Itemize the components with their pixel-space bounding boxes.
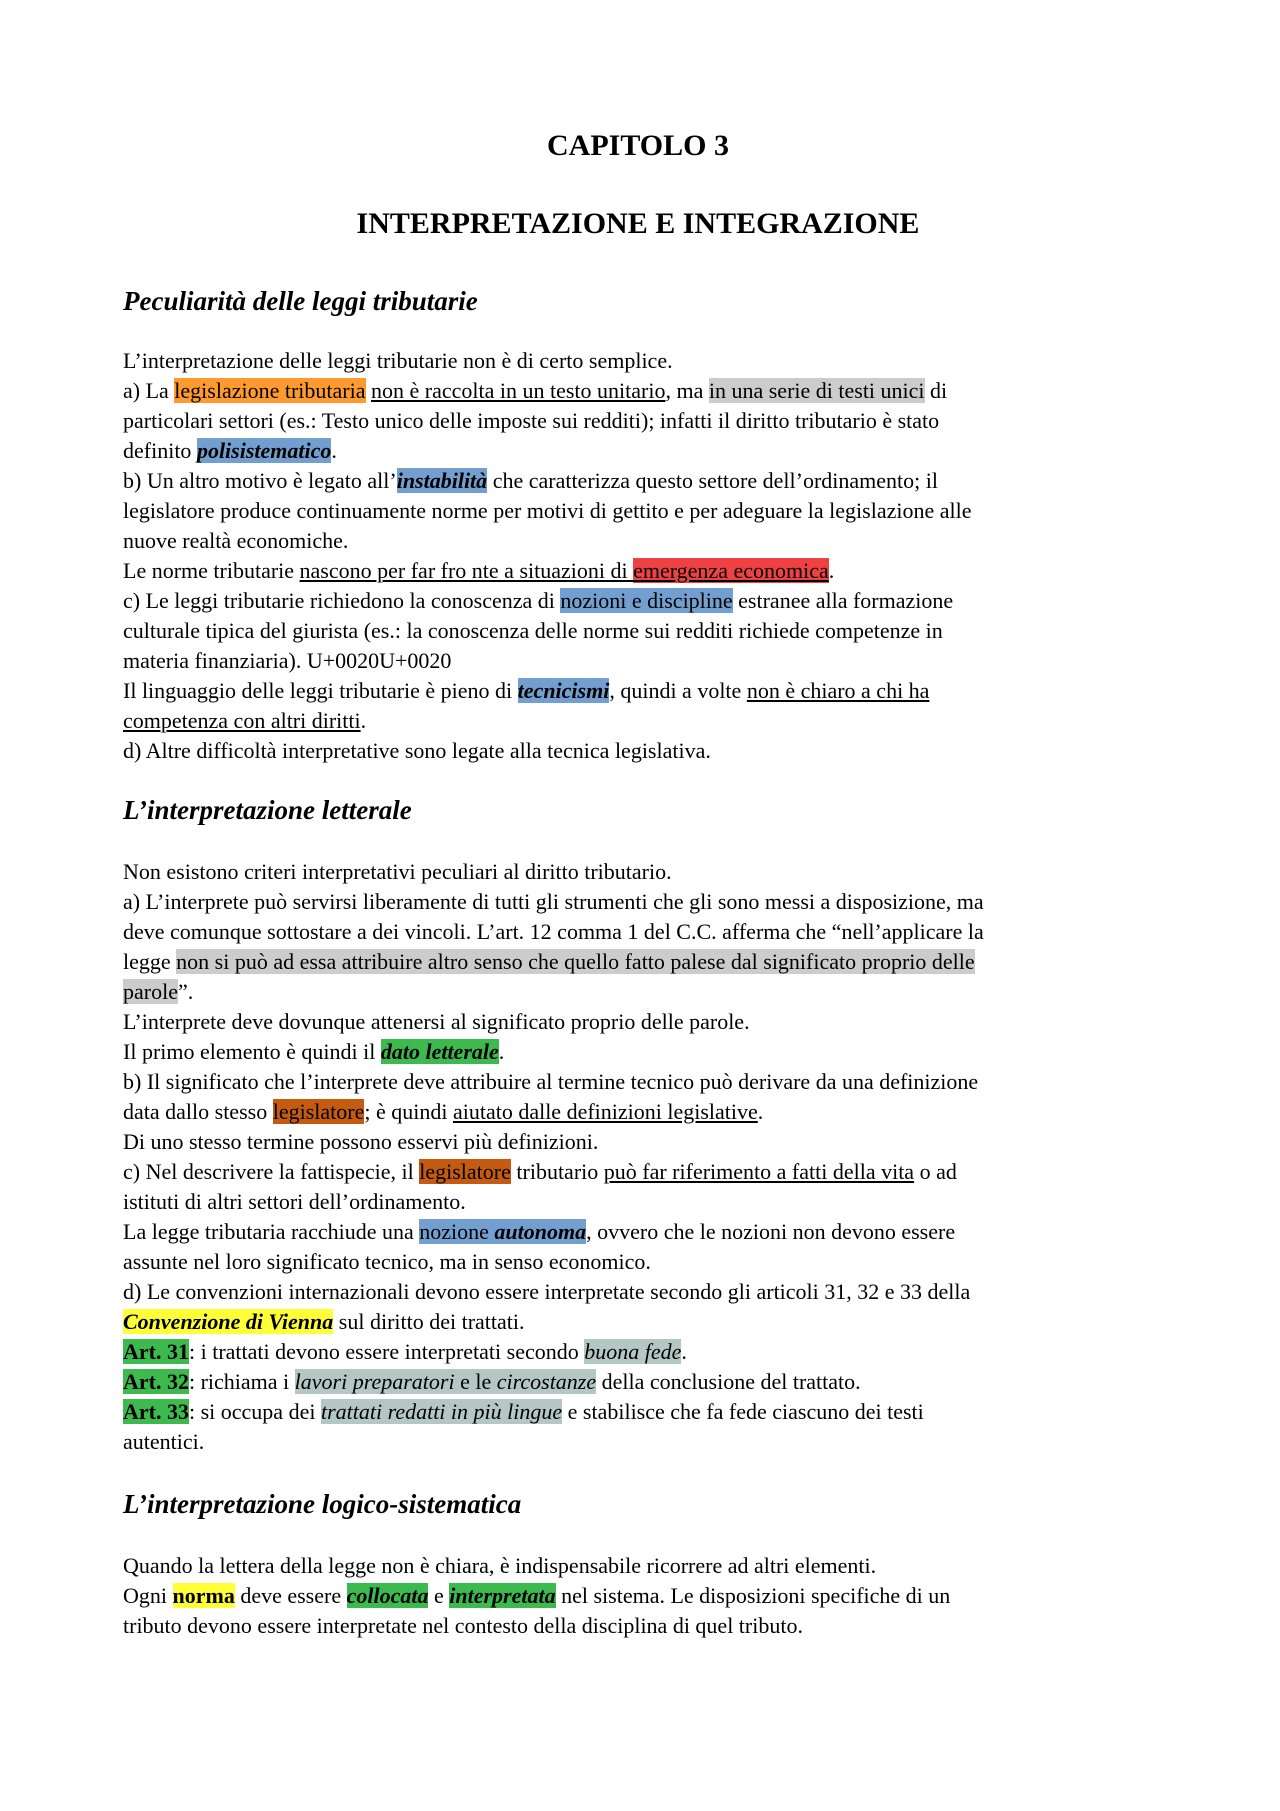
text: e stabilisce che fa fede ciascuno dei testi [562, 1399, 924, 1424]
text: L’interpretazione delle leggi tributarie non è di certo semplice. [123, 348, 673, 373]
highlight-orange: legislazione tributaria [174, 378, 366, 403]
paragraph-line [123, 1157, 1163, 1187]
paragraph-line [123, 977, 1163, 1007]
highlight-blue: autonoma [494, 1219, 587, 1244]
text: Quando la lettera della legge non è chiara, è indispensabile ricorrere ad altri elementi. [123, 1553, 877, 1578]
text: Di uno stesso termine possono esservi più definizioni. [123, 1129, 599, 1154]
chapter-title: INTERPRETAZIONE E INTEGRAZIONE [356, 207, 920, 240]
text: definito [123, 438, 197, 463]
section-title-peculiarita: Peculiarità delle leggi tributarie [123, 286, 478, 316]
text: nel sistema. Le disposizioni specifiche di un [555, 1583, 951, 1608]
text: materia finanziaria). U+0020U+0020 [123, 648, 452, 673]
text: deve comunque sottostare a dei vincoli. L’art. 12 comma 1 del C.C. afferma che “nell’applicare la [123, 919, 984, 944]
text: c) Nel descrivere la fattispecie, il [123, 1159, 420, 1184]
highlight-blue: polisistematico [196, 438, 332, 463]
text: nuove realtà economiche. [123, 528, 349, 553]
paragraph-line [123, 676, 1163, 706]
text: : richiama i [188, 1369, 295, 1394]
underlined-text: aiutato dalle definizioni legislative [452, 1099, 758, 1124]
highlight-yellow: Convenzione di Vienna [123, 1309, 334, 1334]
text: b) Il significato che l’interprete deve attribuire al termine tecnico può derivare da una definizione [123, 1069, 979, 1094]
text: c) Le leggi tributarie richiedono la conoscenza di [123, 588, 561, 613]
highlight-yellow: norma [172, 1583, 235, 1608]
chapter-number: CAPITOLO 3 [547, 129, 729, 162]
highlight-gray: in una serie di testi unici [708, 378, 925, 403]
paragraph-line [123, 376, 1163, 406]
highlight-teal: e le [454, 1369, 497, 1394]
text: . [498, 1039, 505, 1064]
paragraph-line [123, 346, 1163, 376]
paragraph-line [123, 526, 1163, 556]
text: , quindi a volte [609, 678, 747, 703]
text: legge [123, 949, 177, 974]
paragraph-line [123, 1127, 1163, 1157]
text: : si occupa dei [188, 1399, 321, 1424]
highlight-green: Art. 32 [123, 1369, 189, 1394]
paragraph-line [123, 1067, 1163, 1097]
paragraph-line [123, 1097, 1163, 1127]
text: e [428, 1583, 450, 1608]
text: tributario [510, 1159, 604, 1184]
text: . [681, 1339, 687, 1364]
text: . [331, 438, 337, 463]
paragraph-line [123, 706, 1163, 736]
underlined-text: nascono per far fro nte a situazioni di [299, 558, 634, 583]
paragraph-line [123, 1277, 1163, 1307]
highlight-green: interpretata [449, 1583, 556, 1608]
text: a) La [123, 378, 175, 403]
text: particolari settori (es.: Testo unico delle imposte sui redditi); infatti il diritto tributario è stato [123, 408, 940, 433]
text: autentici. [123, 1429, 205, 1454]
paragraph-line [123, 496, 1163, 526]
paragraph-line [123, 736, 1163, 766]
highlight-green: Art. 31 [123, 1339, 189, 1364]
highlight-gray: parole [123, 979, 178, 1004]
section-title-logico-sistematica: L’interpretazione logico-sistematica [123, 1489, 522, 1519]
section-body-letterale [123, 857, 1163, 1457]
text: istituti di altri settori dell’ordinamento. [123, 1189, 466, 1214]
paragraph-line [123, 1307, 1163, 1337]
paragraph-line [123, 1247, 1163, 1277]
text: Ogni [123, 1583, 173, 1608]
highlight-green: collocata [346, 1583, 429, 1608]
paragraph-line [123, 917, 1163, 947]
text: deve essere [234, 1583, 347, 1608]
text: estranee alla formazione [732, 588, 954, 613]
paragraph-line [123, 406, 1163, 436]
text: , ovvero che le nozioni non devono essere [586, 1219, 956, 1244]
text: , ma [665, 378, 709, 403]
underlined-text: non è raccolta in un testo unitario [371, 378, 666, 403]
paragraph-line [123, 1367, 1163, 1397]
paragraph-line [123, 646, 1163, 676]
paragraph-line [123, 616, 1163, 646]
text: assunte nel loro significato tecnico, ma in senso economico. [123, 1249, 651, 1274]
paragraph-line [123, 586, 1163, 616]
underlined-text: può far riferimento a fatti della vita [603, 1159, 915, 1184]
paragraph-line [123, 1037, 1163, 1067]
paragraph-line [123, 1581, 1163, 1611]
text: Il primo elemento è quindi il [123, 1039, 381, 1064]
section-title-letterale: L’interpretazione letterale [123, 795, 412, 825]
text: a) L’interprete può servirsi liberamente di tutti gli strumenti che gli sono messi a disposizione, ma [123, 889, 984, 914]
text: tributo devono essere interpretate nel contesto della disciplina di quel tributo. [123, 1613, 803, 1638]
text: La legge tributaria racchiude una [123, 1219, 420, 1244]
highlight-brown: legislatore [272, 1099, 365, 1124]
highlight-gray: non si può ad essa attribuire altro senso che quello fatto palese dal significato proprio delle [176, 949, 975, 974]
highlight-red: emergenza economica [633, 558, 829, 583]
paragraph-line [123, 436, 1163, 466]
paragraph-line [123, 947, 1163, 977]
paragraph-line [123, 466, 1163, 496]
section-body-peculiarita [123, 346, 1163, 766]
text: ; è quindi [364, 1099, 453, 1124]
text: Non esistono criteri interpretativi peculiari al diritto tributario. [123, 859, 672, 884]
highlight-green: Art. 33 [123, 1399, 189, 1424]
text: . [360, 708, 367, 733]
text: culturale tipica del giurista (es.: la conoscenza delle norme sui redditi richiede competenze in [123, 618, 943, 643]
highlight-blue: nozioni e discipline [560, 588, 733, 613]
text: di [924, 378, 948, 403]
text: . [828, 558, 835, 583]
text: b) Un altro motivo è legato all’ [123, 468, 397, 493]
highlight-green: dato letterale [380, 1039, 499, 1064]
highlight-brown: legislatore [419, 1159, 511, 1184]
highlight-teal: buona fede [584, 1339, 682, 1364]
text: o ad [914, 1159, 957, 1184]
highlight-blue: tecnicismi [517, 678, 610, 703]
paragraph-line [123, 1187, 1163, 1217]
paragraph-line [123, 1427, 1163, 1457]
text: d) Le convenzioni internazionali devono essere interpretate secondo gli articoli 31, 32 e 33 della [123, 1279, 971, 1304]
paragraph-line [123, 887, 1163, 917]
paragraph-line [123, 1007, 1163, 1037]
text: data dallo stesso [123, 1099, 273, 1124]
paragraph-line [123, 1397, 1163, 1427]
highlight-teal: circostanze [496, 1369, 597, 1394]
text: legislatore produce continuamente norme per motivi di gettito e per adeguare la legislazione alle [123, 498, 972, 523]
highlight-teal: lavori preparatori [294, 1369, 455, 1394]
highlight-teal: trattati redatti in più lingue [320, 1399, 563, 1424]
underlined-text: competenza con altri diritti [123, 708, 361, 733]
text: d) Altre difficoltà interpretative sono legate alla tecnica legislativa. [123, 738, 711, 763]
text: : i trattati devono essere interpretati secondo [188, 1339, 585, 1364]
paragraph-line [123, 1337, 1163, 1367]
text: Le norme tributarie [123, 558, 300, 583]
highlight-blue: instabilità [396, 468, 488, 493]
paragraph-line [123, 1611, 1163, 1641]
paragraph-line [123, 1551, 1163, 1581]
text: Il linguaggio delle leggi tributarie è pieno di [123, 678, 518, 703]
text: L’interprete deve dovunque attenersi al significato proprio delle parole. [123, 1009, 750, 1034]
text: . [757, 1099, 764, 1124]
paragraph-line [123, 857, 1163, 887]
text: della conclusione del trattato. [596, 1369, 861, 1394]
text: ”. [177, 979, 194, 1004]
text: sul diritto dei trattati. [333, 1309, 525, 1334]
highlight-blue: nozione [419, 1219, 495, 1244]
section-body-logico-sistematica [123, 1551, 1163, 1641]
paragraph-line [123, 556, 1163, 586]
paragraph-line [123, 1217, 1163, 1247]
underlined-text: non è chiaro a chi ha [746, 678, 930, 703]
text: che caratterizza questo settore dell’ordinamento; il [487, 468, 938, 493]
